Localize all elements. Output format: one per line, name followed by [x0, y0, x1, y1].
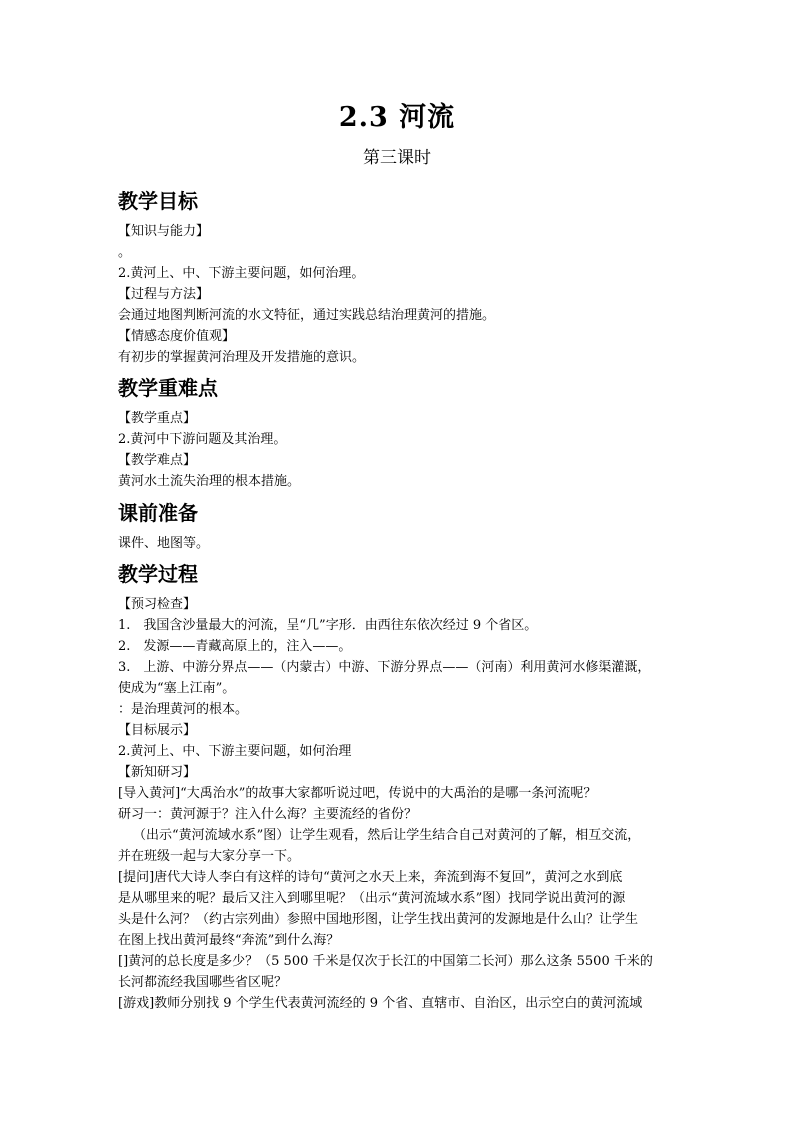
page-subtitle: 第三课时	[363, 148, 431, 168]
process-line: [导入黄河]“大禹治水”的故事大家都听说过吧，传说中的大禹治的是哪一条河流呢？	[118, 786, 597, 801]
process-line: 研习一：黄河源于？注入什么海？主要流经的省份？	[118, 807, 418, 822]
process-line: 长河都流经我国哪些省区呢？	[118, 975, 288, 990]
process-line: 在图上找出黄河最终“奔流”到什么海？	[118, 933, 340, 948]
goals-line: 【过程与方法】	[118, 287, 210, 302]
process-line: 是从哪里来的呢？最后又注入到哪里呢？（出示“黄河流域水系”图）找同学说出黄河的源	[118, 891, 626, 906]
page-title: 2.3 河流	[338, 102, 456, 133]
process-line: 【预习检查】	[118, 597, 197, 612]
process-line: 并在班级一起与大家分享一下。	[118, 849, 301, 864]
prep-line: 课件、地图等。	[118, 536, 210, 551]
process-line: 头是什么河？（约古宗列曲）参照中国地形图，让学生找出黄河的发源地是什么山？让学生	[118, 912, 639, 927]
goals-line: 【知识与能力】	[118, 224, 210, 239]
keypoints-line: 黄河水土流失治理的根本措施。	[118, 474, 301, 489]
section-heading-prep: 课前准备	[118, 501, 198, 525]
goals-line: 会通过地图判断河流的水文特征，通过实践总结治理黄河的措施。	[118, 308, 496, 323]
keypoints-line: 2.黄河中下游问题及其治理。	[118, 432, 287, 447]
goals-line: 有初步的掌握黄河治理及开发措施的意识。	[118, 350, 366, 365]
goals-line: 。	[118, 245, 132, 260]
process-line: （出示“黄河流域水系”图）让学生观看，然后让学生结合自己对黄河的了解，相互交流，	[133, 828, 641, 843]
process-line: 2.黄河上、中、下游主要问题，如何治理	[118, 744, 352, 759]
process-line: [提问]唐代大诗人李白有这样的诗句“黄河之水天上来，奔流到海不复回”，黄河之水到底	[118, 870, 623, 885]
keypoints-line: 【教学难点】	[118, 453, 197, 468]
process-line: [游戏]教师分别找 9 个学生代表黄河流经的 9 个省、直辖市、自治区，出示空白的黄河流域	[118, 996, 643, 1011]
process-line: 使成为“塞上江南”。	[118, 681, 236, 696]
section-heading-goals: 教学目标	[118, 189, 198, 213]
goals-line: 2.黄河上、中、下游主要问题，如何治理。	[118, 266, 365, 281]
process-line: 1. 我国含沙量最大的河流，呈“几”字形．由西往东依次经过 9 个省区。	[118, 618, 538, 633]
process-line: 【新知研习】	[118, 765, 197, 780]
goals-line: 【情感态度价值观】	[118, 329, 236, 344]
section-heading-process: 教学过程	[118, 562, 198, 586]
process-line: []黄河的总长度是多少？（5 500 千米是仅次于长江的中国第二长河）那么这条 5500 千米的	[118, 954, 653, 969]
section-heading-keypoints: 教学重难点	[118, 376, 218, 400]
process-line: 2. 发源——青藏高原上的，注入——。	[118, 639, 352, 654]
keypoints-line: 【教学重点】	[118, 411, 197, 426]
process-line: 3. 上游、中游分界点——（内蒙古）中游、下游分界点——（河南）利用黄河水修渠灌溉，	[118, 660, 651, 675]
process-line: 【目标展示】	[118, 723, 197, 738]
process-line: ：是治理黄河的根本。	[118, 702, 249, 717]
